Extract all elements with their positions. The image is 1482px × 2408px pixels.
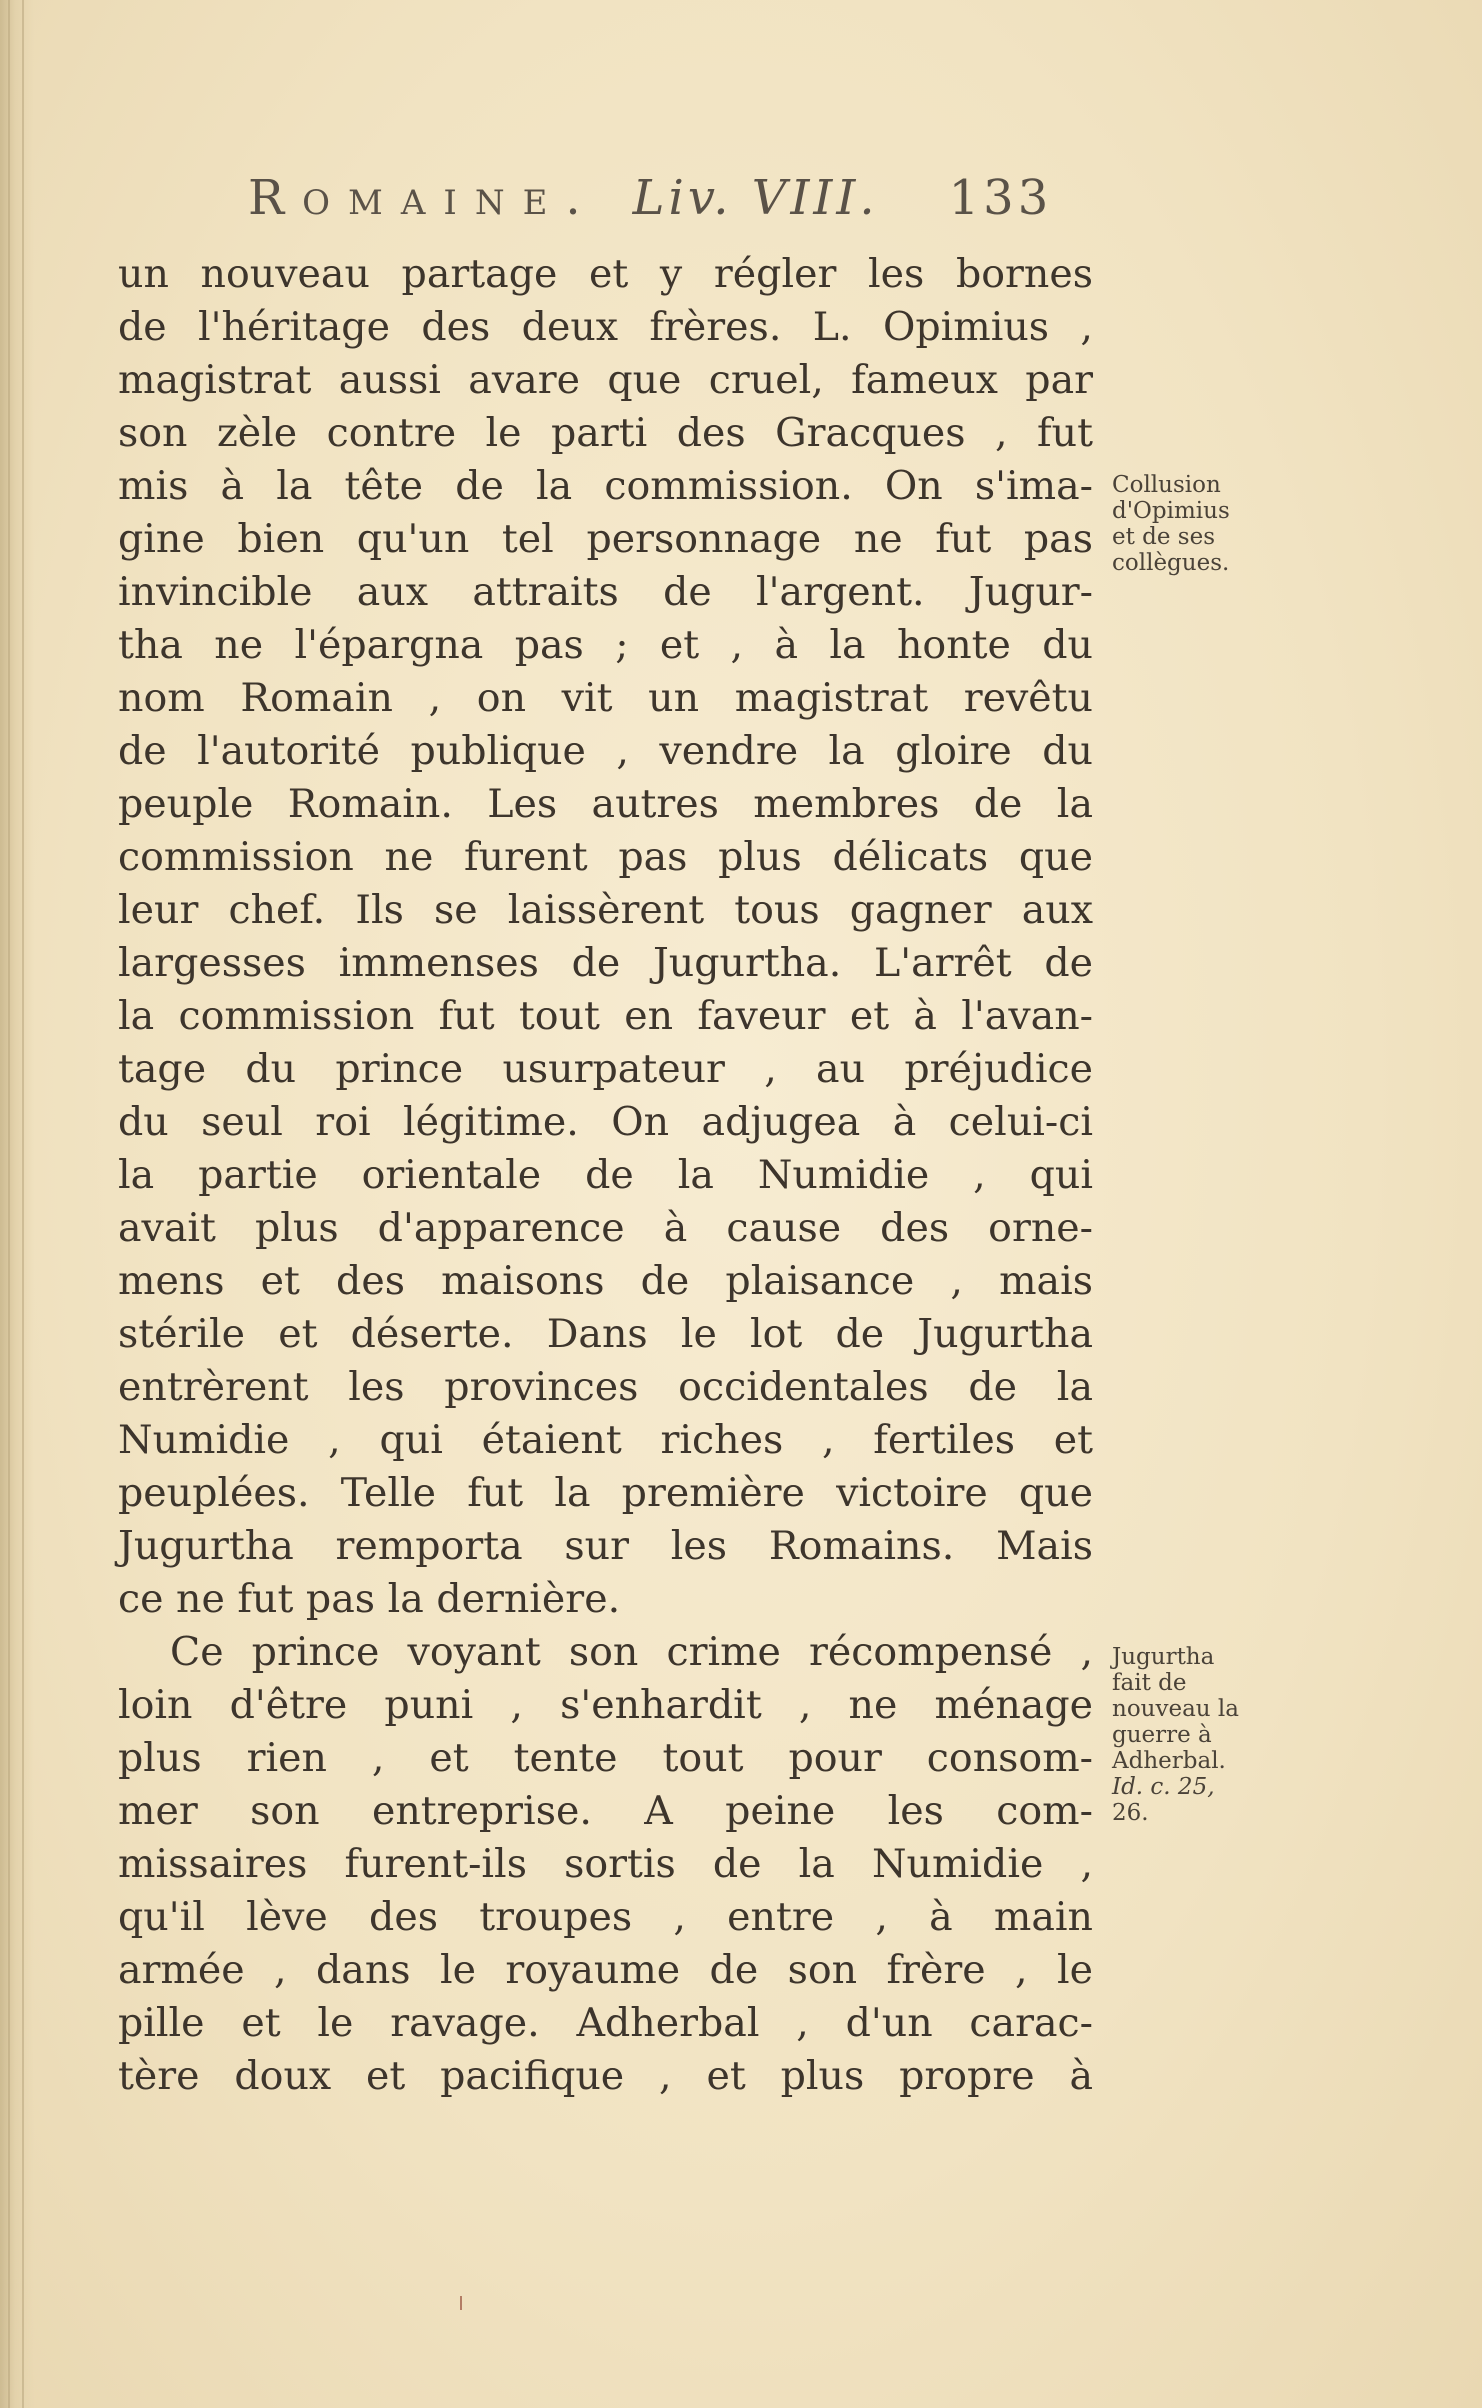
margin-note-line: guerre à	[1112, 1722, 1212, 1748]
spine-line	[8, 0, 10, 2408]
margin-note-line: nouveau la	[1112, 1696, 1239, 1722]
margin-note-line: fait de	[1112, 1670, 1187, 1696]
spine-line	[22, 0, 24, 2408]
text-line: plus rien , et tente tout pour consom-	[118, 1735, 1093, 1781]
text-line: la commission fut tout en faveur et à l'avan-	[118, 993, 1093, 1039]
text-line: leur chef. Ils se laissèrent tous gagner aux	[118, 887, 1093, 933]
text-line: avait plus d'apparence à cause des orne-	[118, 1205, 1093, 1251]
body-text	[118, 248, 1093, 2103]
page-spine-shadow	[0, 0, 34, 2408]
text-line: gine bien qu'un tel personnage ne fut pas	[118, 516, 1093, 562]
text-line: tage du prince usurpateur , au préjudice	[118, 1046, 1093, 1092]
text-line: entrèrent les provinces occidentales de la	[118, 1364, 1093, 1410]
text-line: de l'autorité publique , vendre la gloire du	[118, 728, 1093, 774]
margin-note-line: et de ses	[1112, 524, 1216, 550]
margin-note-line: d'Opimius	[1112, 498, 1230, 524]
ink-speck	[460, 2296, 462, 2310]
text-line: mis à la tête de la commission. On s'ima-	[118, 463, 1093, 509]
text-line: armée , dans le royaume de son frère , le	[118, 1947, 1093, 1993]
text-line: son zèle contre le parti des Gracques , fut	[118, 410, 1093, 456]
text-line: un nouveau partage et y régler les bornes	[118, 251, 1093, 297]
text-line: Jugurtha remporta sur les Romains. Mais	[118, 1523, 1093, 1569]
margin-note-jugurtha	[1112, 1644, 1312, 1826]
text-line: du seul roi légitime. On adjugea à celui-ci	[118, 1099, 1093, 1145]
text-line: pille et le ravage. Adherbal , d'un carac-	[118, 2000, 1093, 2046]
text-line: mer son entreprise. A peine les com-	[118, 1788, 1093, 1834]
text-line: largesses immenses de Jugurtha. L'arrêt de	[118, 940, 1093, 986]
margin-note-collusion	[1112, 472, 1312, 576]
text-line: mens et des maisons de plaisance , mais	[118, 1258, 1093, 1304]
text-line: magistrat aussi avare que cruel, fameux par	[118, 357, 1093, 403]
text-line: stérile et déserte. Dans le lot de Jugurtha	[118, 1311, 1093, 1357]
text-line-paragraph-end: ce ne fut pas la dernière.	[118, 1576, 621, 1622]
text-line: peuple Romain. Les autres membres de la	[118, 781, 1093, 827]
text-line: la partie orientale de la Numidie , qui	[118, 1152, 1093, 1198]
text-line: commission ne furent pas plus délicats que	[118, 834, 1093, 880]
text-line: missaires furent-ils sortis de la Numidie ,	[118, 1841, 1093, 1887]
header-book: Liv. VIII.	[632, 170, 879, 226]
text-line-paragraph-start: Ce prince voyant son crime récompensé ,	[170, 1629, 1093, 1675]
margin-note-line: Jugurtha	[1112, 1644, 1215, 1670]
text-line: qu'il lève des troupes , entre , à main	[118, 1894, 1093, 1940]
text-line: tha ne l'épargna pas ; et , à la honte du	[118, 622, 1093, 668]
margin-note-reference: Id. c. 25,	[1112, 1774, 1215, 1800]
text-line: nom Romain , on vit un magistrat revêtu	[118, 675, 1093, 721]
text-line: Numidie , qui étaient riches , fertiles et	[118, 1417, 1093, 1463]
header-title: Romaine.	[248, 170, 599, 226]
margin-note-reference-cont: 26.	[1112, 1800, 1149, 1826]
running-header	[248, 170, 1108, 240]
text-line: invincible aux attraits de l'argent. Jugur-	[118, 569, 1093, 615]
text-line: peuplées. Telle fut la première victoire que	[118, 1470, 1093, 1516]
margin-note-line: Adherbal.	[1112, 1748, 1226, 1774]
text-line: de l'héritage des deux frères. L. Opimius ,	[118, 304, 1093, 350]
text-line: tère doux et pacifique , et plus propre à	[118, 2053, 1093, 2099]
text-line: loin d'être puni , s'enhardit , ne ménage	[118, 1682, 1093, 1728]
margin-note-line: collègues.	[1112, 550, 1230, 576]
page-number: 133	[948, 170, 1053, 226]
margin-note-line: Collusion	[1112, 472, 1221, 498]
